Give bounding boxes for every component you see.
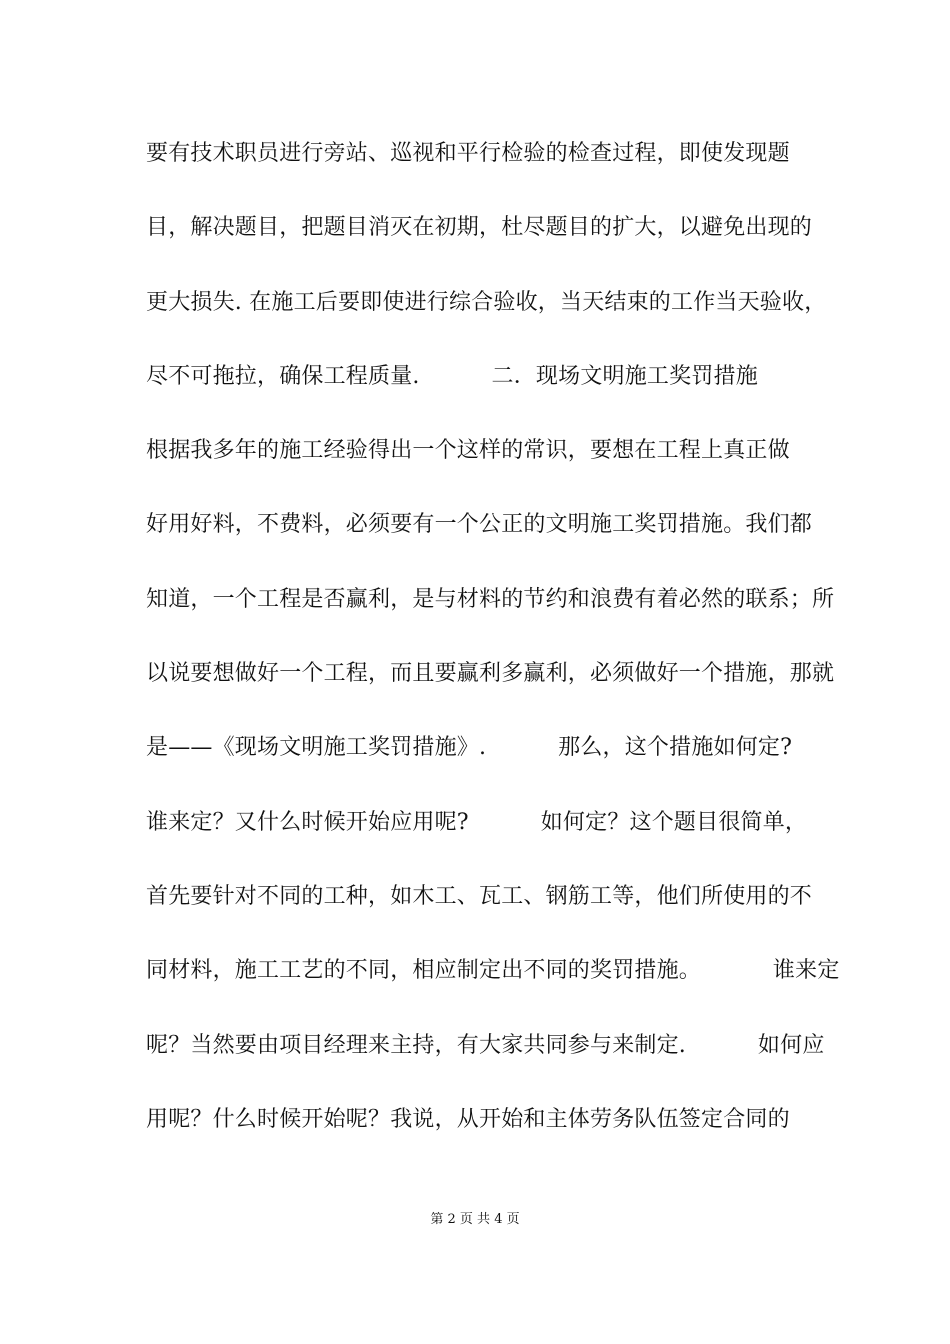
page-footer <box>0 1208 950 1227</box>
body-text <box>146 136 840 1176</box>
text-line-6: 好用好料，不费料，必须要有一个公正的文明施工奖罚措施。我们都 <box>146 512 813 538</box>
page-number: 第 2 页 共 4 页 <box>430 1212 520 1227</box>
text-line-1: 要有技术职员进行旁站、巡视和平行检验的检查过程，即使发现题 <box>146 141 790 166</box>
text-line-14: 用呢？什么时候开始呢？我说，从开始和主体劳务队伍签定合同的 <box>146 1106 790 1132</box>
text-line-8: 以说要想做好一个工程，而且要赢利多赢利，必须做好一个措施，那就 <box>146 661 835 687</box>
text-line-3: 更大损失. 在施工后要即使进行综合验收，当天结束的工作当天验收， <box>146 289 827 315</box>
text-line-9: 是——《现场文明施工奖罚措施》. 那么，这个措施如何定? <box>146 735 793 761</box>
text-line-12: 同材料，施工工艺的不同，相应制定出不同的奖罚措施。 谁来定 <box>146 958 840 984</box>
text-line-5: 根据我多年的施工经验得出一个这样的常识，要想在工程上真正做 <box>146 438 790 464</box>
text-line-13: 呢？当然要由项目经理来主持，有大家共同参与来制定. 如何应 <box>146 1032 825 1058</box>
text-line-7: 知道，一个工程是否赢利，是与材料的节约和浪费有着必然的联系；所 <box>146 586 835 612</box>
text-line-10: 谁来定？又什么时候开始应用呢? 如何定？这个题目很简单， <box>146 809 808 835</box>
text-line-2: 目，解决题目，把题目消灭在初期，杜尽题目的扩大，以避免出现的 <box>146 215 813 241</box>
text-line-11: 首先要针对不同的工种，如木工、瓦工、钢筋工等，他们所使用的不 <box>146 883 813 909</box>
text-line-4: 尽不可拖拉，确保工程质量. 二．现场文明施工奖罚措施 <box>146 363 758 389</box>
